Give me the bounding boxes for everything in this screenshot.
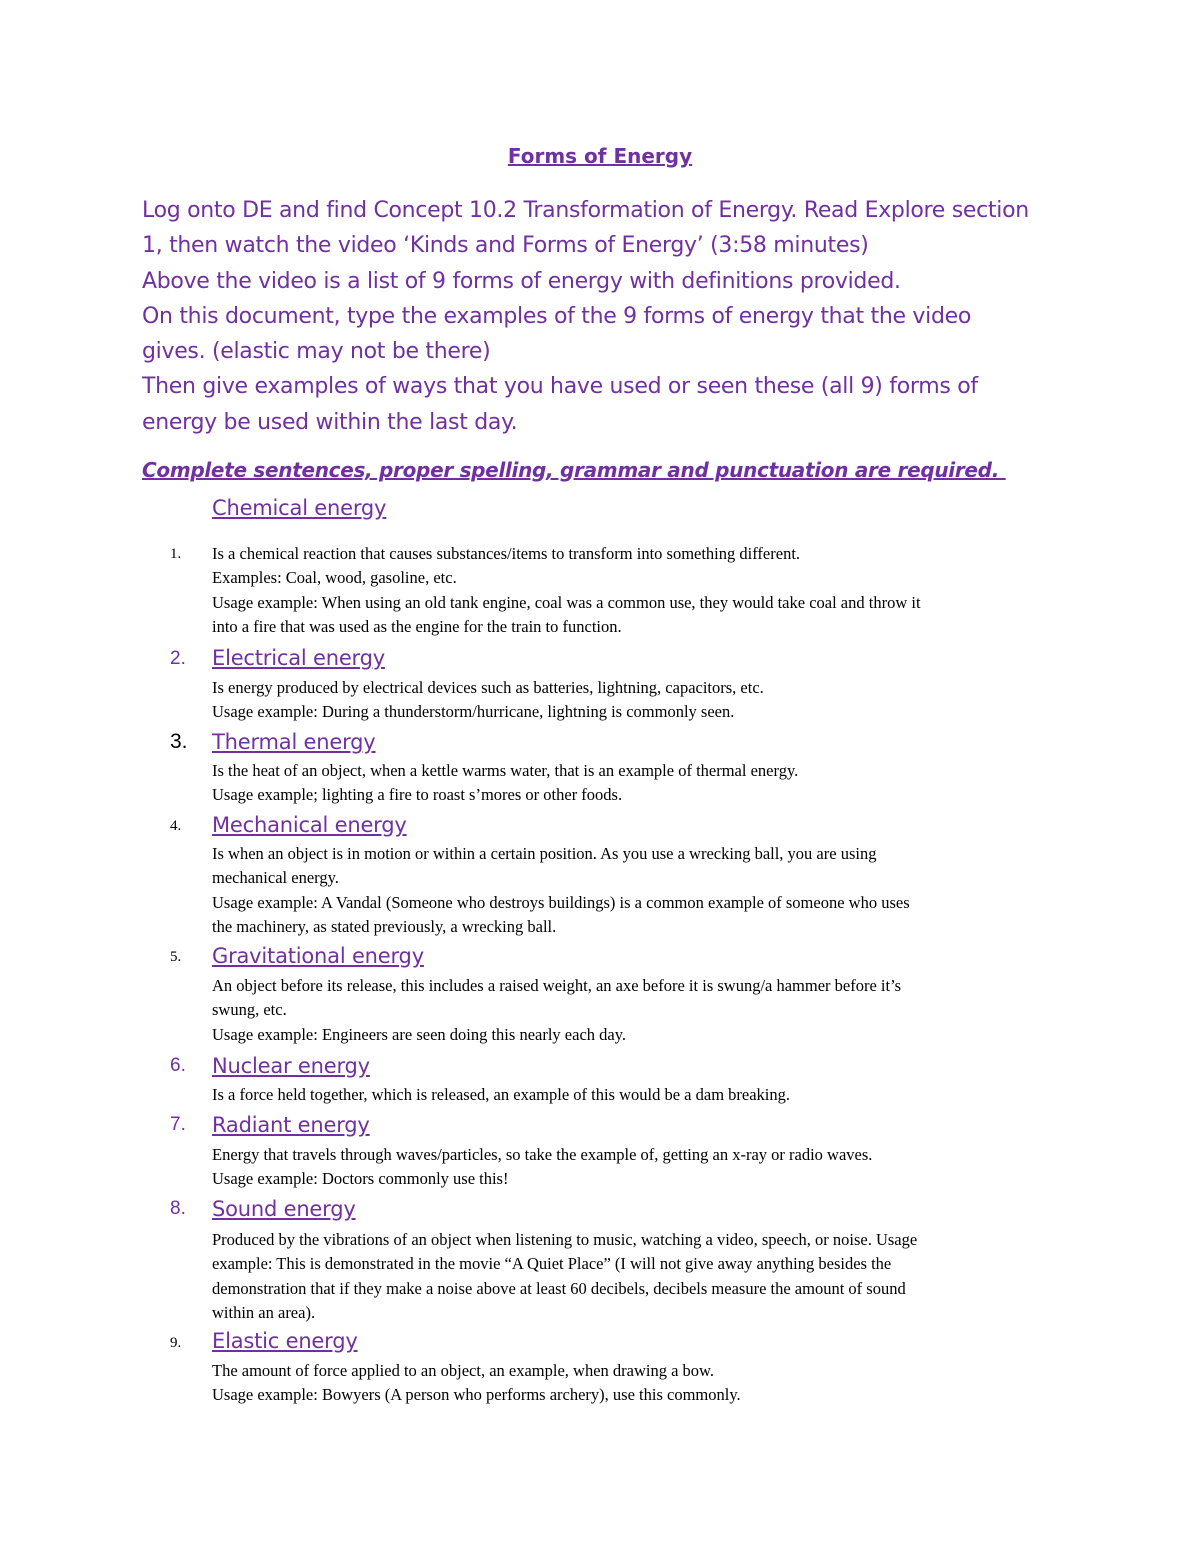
section-number: 8. — [170, 1198, 186, 1219]
instruction-line: Above the video is a list of 9 forms of energy with definitions provided. — [142, 268, 901, 294]
section-line: Usage example: Doctors commonly use this! — [212, 1169, 509, 1189]
section-line: Produced by the vibrations of an object when listening to music, watching a video, speech, or noise. Usage — [212, 1230, 918, 1249]
section-line: An object before its release, this includes a raised weight, an axe before it is swung/a hammer before it’s — [212, 976, 902, 995]
instruction-line: On this document, type the examples of the 9 forms of energy that the video — [142, 303, 972, 329]
section-line: demonstration that if they make a noise above at least 60 decibels, decibels measure the amount of sound — [212, 1278, 906, 1298]
section-line: Is a force held together, which is released, an example of this would be a dam breaking. — [212, 1085, 791, 1104]
section-body — [212, 1359, 1062, 1408]
section-line: swung, etc. — [212, 1000, 287, 1020]
section-body — [212, 759, 1062, 808]
section-heading: Gravitational energy — [212, 944, 424, 968]
section-body — [212, 1228, 1062, 1326]
section-heading: Electrical energy — [212, 646, 385, 670]
instruction-line: Then give examples of ways that you have used or seen these (all 9) forms of — [142, 374, 978, 400]
section-number: 5. — [170, 949, 182, 965]
section-line: into a fire that was used as the engine for the train to function. — [212, 617, 622, 637]
requirement-note: Complete sentences, proper spelling, grammar and punctuation are required. — [142, 458, 1006, 482]
section-body — [212, 842, 1062, 940]
section-body — [212, 542, 1062, 640]
section-line: Usage example; lighting a fire to roast s’mores or other foods. — [212, 785, 623, 805]
section-heading: Mechanical energy — [212, 813, 407, 837]
section-heading: Sound energy — [212, 1197, 356, 1221]
section-body — [212, 1143, 1062, 1192]
section-line: Usage example: A Vandal (Someone who destroys buildings) is a common example of someone who uses — [212, 892, 910, 912]
section-body — [212, 676, 1062, 725]
section-line: Is the heat of an object, when a kettle warms water, that is an example of thermal energy. — [212, 761, 799, 780]
section-line: Is energy produced by electrical devices such as batteries, lightning, capacitors, etc. — [212, 678, 764, 697]
section-body — [212, 974, 1062, 1047]
section-heading: Chemical energy — [212, 496, 387, 520]
section-line: within an area). — [212, 1303, 316, 1323]
section-line: the machinery, as stated previously, a wrecking ball. — [212, 917, 557, 937]
section-number: 7. — [170, 1114, 186, 1135]
section-line: Energy that travels through waves/particles, so take the example of, getting an x-ray or radio waves. — [212, 1145, 873, 1164]
document-title: Forms of Energy — [507, 144, 693, 168]
section-line: Usage example: During a thunderstorm/hurricane, lightning is commonly seen. — [212, 702, 735, 722]
section-number: 9. — [170, 1335, 182, 1351]
section-line: mechanical energy. — [212, 868, 339, 888]
instruction-line: gives. (elastic may not be there) — [142, 339, 491, 365]
section-line: Examples: Coal, wood, gasoline, etc. — [212, 568, 457, 588]
instruction-line: 1, then watch the video ‘Kinds and Forms of Energy’ (3:58 minutes) — [142, 233, 869, 259]
section-number: 6. — [170, 1055, 186, 1076]
section-line: Usage example: Bowyers (A person who performs archery), use this commonly. — [212, 1385, 741, 1405]
section-number: 3. — [170, 730, 188, 753]
section-number: 4. — [170, 818, 182, 834]
section-number: 1. — [170, 546, 182, 562]
section-heading: Radiant energy — [212, 1113, 370, 1137]
section-line: Usage example: Engineers are seen doing this nearly each day. — [212, 1024, 627, 1044]
section-heading: Elastic energy — [212, 1329, 358, 1353]
section-heading: Nuclear energy — [212, 1054, 370, 1078]
section-line: example: This is demonstrated in the movie “A Quiet Place” (I will not give away anything besides the — [212, 1254, 892, 1274]
section-line: Is a chemical reaction that causes substances/items to transform into something different. — [212, 544, 801, 563]
section-line: Usage example: When using an old tank engine, coal was a common use, they would take coal and throw it — [212, 592, 921, 612]
section-line: The amount of force applied to an object, an example, when drawing a bow. — [212, 1361, 715, 1380]
section-line: Is when an object is in motion or within a certain position. As you use a wrecking ball, you are using — [212, 844, 877, 863]
section-heading: Thermal energy — [212, 730, 376, 754]
section-body — [212, 1083, 1062, 1107]
instruction-line: energy be used within the last day. — [142, 409, 518, 435]
section-number: 2. — [170, 648, 186, 669]
instructions-block — [142, 193, 1072, 440]
instruction-line: Log onto DE and find Concept 10.2 Transformation of Energy. Read Explore section — [142, 198, 1029, 223]
